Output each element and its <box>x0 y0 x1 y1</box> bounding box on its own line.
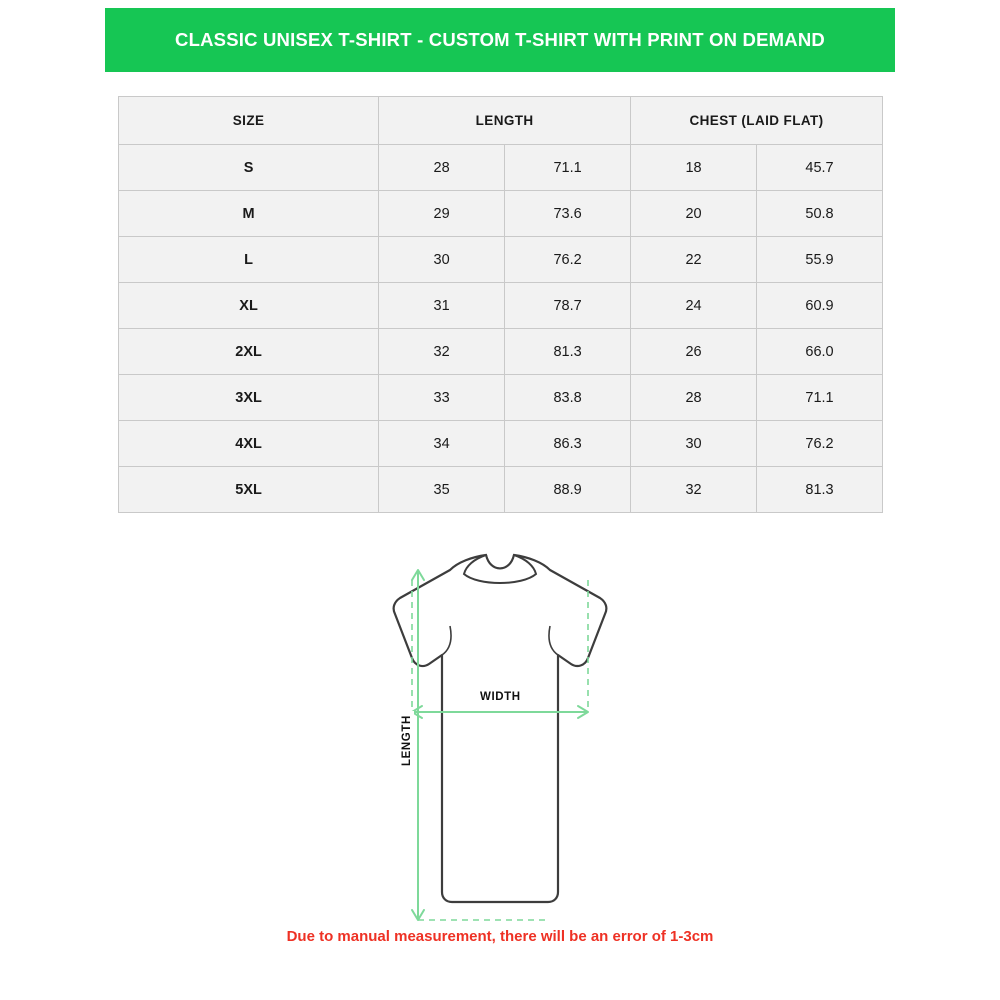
width-label: WIDTH <box>476 690 525 704</box>
tshirt-diagram <box>300 540 700 930</box>
cell-size: S <box>119 145 379 191</box>
table-header <box>119 97 883 145</box>
cell-length-in: 35 <box>379 467 505 513</box>
cell-length-cm: 78.7 <box>505 283 631 329</box>
table-row <box>119 237 883 283</box>
tshirt-illustration-icon <box>300 540 700 930</box>
cell-chest-in: 32 <box>631 467 757 513</box>
cell-length-in: 34 <box>379 421 505 467</box>
cell-chest-cm: 66.0 <box>757 329 883 375</box>
size-chart-container <box>118 96 883 513</box>
table-row <box>119 375 883 421</box>
cell-length-cm: 71.1 <box>505 145 631 191</box>
cell-chest-cm: 60.9 <box>757 283 883 329</box>
measurement-disclaimer: Due to manual measurement, there will be an error of 1-3cm <box>286 928 714 945</box>
cell-chest-cm: 55.9 <box>757 237 883 283</box>
cell-chest-in: 26 <box>631 329 757 375</box>
cell-chest-cm: 81.3 <box>757 467 883 513</box>
cell-length-in: 28 <box>379 145 505 191</box>
cell-size: 5XL <box>119 467 379 513</box>
cell-chest-in: 28 <box>631 375 757 421</box>
cell-chest-cm: 71.1 <box>757 375 883 421</box>
table-row <box>119 191 883 237</box>
column-header-size: SIZE <box>119 97 379 145</box>
table-row <box>119 329 883 375</box>
cell-size: 3XL <box>119 375 379 421</box>
cell-length-cm: 76.2 <box>505 237 631 283</box>
cell-length-in: 31 <box>379 283 505 329</box>
cell-length-cm: 88.9 <box>505 467 631 513</box>
column-header-chest: CHEST (LAID FLAT) <box>631 97 883 145</box>
cell-length-cm: 73.6 <box>505 191 631 237</box>
table-row <box>119 283 883 329</box>
column-header-length: LENGTH <box>379 97 631 145</box>
cell-size: XL <box>119 283 379 329</box>
cell-size: L <box>119 237 379 283</box>
cell-chest-cm: 45.7 <box>757 145 883 191</box>
cell-chest-cm: 50.8 <box>757 191 883 237</box>
cell-size: 2XL <box>119 329 379 375</box>
cell-length-in: 32 <box>379 329 505 375</box>
size-chart-table <box>118 96 883 513</box>
cell-length-in: 33 <box>379 375 505 421</box>
cell-chest-in: 18 <box>631 145 757 191</box>
cell-size: M <box>119 191 379 237</box>
cell-size: 4XL <box>119 421 379 467</box>
cell-length-in: 30 <box>379 237 505 283</box>
cell-chest-cm: 76.2 <box>757 421 883 467</box>
table-row <box>119 467 883 513</box>
header-banner <box>105 8 895 72</box>
cell-chest-in: 30 <box>631 421 757 467</box>
cell-chest-in: 22 <box>631 237 757 283</box>
cell-length-cm: 83.8 <box>505 375 631 421</box>
table-body <box>119 145 883 513</box>
cell-length-in: 29 <box>379 191 505 237</box>
cell-length-cm: 81.3 <box>505 329 631 375</box>
table-row <box>119 145 883 191</box>
cell-chest-in: 20 <box>631 191 757 237</box>
length-label: LENGTH <box>400 711 414 770</box>
cell-length-cm: 86.3 <box>505 421 631 467</box>
page-title: CLASSIC UNISEX T-SHIRT - CUSTOM T-SHIRT WITH PRINT ON DEMAND <box>175 29 825 50</box>
table-header-row <box>119 97 883 145</box>
cell-chest-in: 24 <box>631 283 757 329</box>
table-row <box>119 421 883 467</box>
